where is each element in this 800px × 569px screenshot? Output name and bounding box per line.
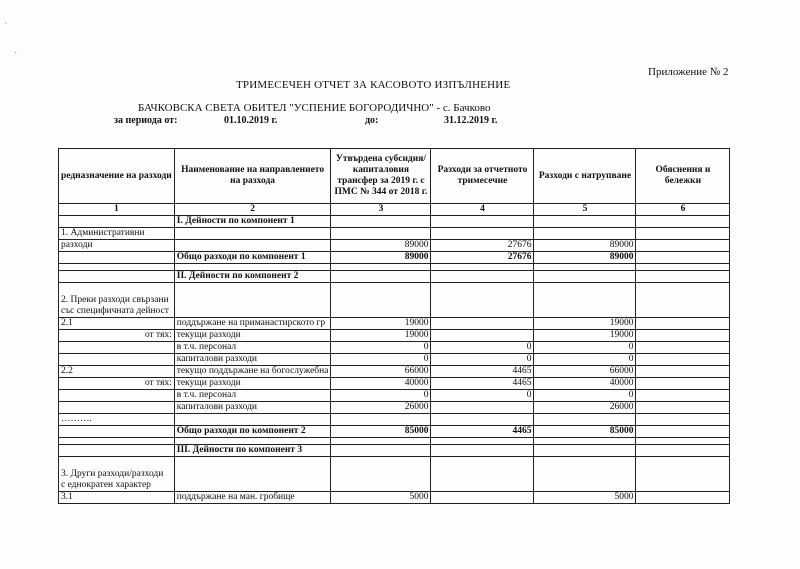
col-number: 1 <box>59 204 175 216</box>
period-to-label: до: <box>365 115 379 126</box>
col-header-notes: Обяснения и бележки <box>636 149 730 204</box>
row-subnote: от тях: <box>59 330 175 342</box>
report-table <box>58 148 730 504</box>
cell-value: 66000 <box>331 366 431 378</box>
row-name: текущо поддържане на богослужебна <box>174 366 331 378</box>
table-row <box>59 390 730 402</box>
row-subnote: от тях: <box>59 378 175 390</box>
column-number-row <box>59 204 730 216</box>
section-row <box>59 216 730 228</box>
cell-value: 27676 <box>431 252 534 264</box>
table-row <box>59 318 730 330</box>
row-code: 2.1 <box>59 318 175 330</box>
cell-value: 0 <box>431 342 534 354</box>
cell-value: 26000 <box>331 402 431 414</box>
row-code: 2.2 <box>59 366 175 378</box>
cell-value: 19000 <box>534 330 636 342</box>
spacer-row <box>59 264 730 271</box>
period-to-value: 31.12.2019 г. <box>444 115 498 126</box>
cell-value: 4465 <box>431 366 534 378</box>
row-name: поддържане на ман. гробище <box>174 492 331 504</box>
col-number: 2 <box>174 204 331 216</box>
row-name: капиталови разходи <box>174 402 331 414</box>
col-header-cumulative-expenses: Разходи с натрупване <box>534 149 636 204</box>
section-title: II. Дейности по компонент 2 <box>174 271 331 283</box>
cell-value: 40000 <box>534 378 636 390</box>
col-number: 4 <box>431 204 534 216</box>
row-code: 3.1 <box>59 492 175 504</box>
row-label: 1. Административни <box>59 228 175 240</box>
col-header-direction: Наименование на направлението на разхода <box>174 149 331 204</box>
section-row <box>59 271 730 283</box>
cell-value: 27676 <box>431 240 534 252</box>
cell-value: 89000 <box>331 240 431 252</box>
table-row <box>59 342 730 354</box>
row-name: текущи разходи <box>174 378 331 390</box>
cell-value: 19000 <box>534 318 636 330</box>
appendix-label: Приложение № 2 <box>648 66 729 78</box>
total-label: Общо разходи по компонент 2 <box>174 426 331 438</box>
row-ellipsis: ………. <box>59 414 175 426</box>
spacer-row <box>59 438 730 445</box>
cell-value: 0 <box>331 354 431 366</box>
organization-name: БАЧКОВСКА СВЕТА ОБИТЕЛ "УСПЕНИЕ БОГОРОДИЧНО" - с. Бачково <box>138 102 491 114</box>
table-row <box>59 366 730 378</box>
scan-speck: · <box>14 48 18 59</box>
table-row <box>59 330 730 342</box>
section-title: I. Дейности по компонент 1 <box>174 216 331 228</box>
col-header-approved-subsidy: Утвърдена субсидия/капиталовия трансфер за 2019 г. с ПМС № 344 от 2018 г. <box>331 149 431 204</box>
cell-value: 5000 <box>331 492 431 504</box>
table-row <box>59 228 730 240</box>
table-row <box>59 240 730 252</box>
table-row <box>59 414 730 426</box>
table-row <box>59 457 730 492</box>
table-row <box>59 378 730 390</box>
section-row <box>59 445 730 457</box>
row-label-line: 2. Преки разходи свързани <box>61 295 169 305</box>
table-header-row <box>59 149 730 204</box>
row-name: капиталови разходи <box>174 354 331 366</box>
cell-value: 19000 <box>331 318 431 330</box>
section-title: III. Дейности по компонент 3 <box>174 445 331 457</box>
row-label <box>59 283 175 318</box>
col-number: 6 <box>636 204 730 216</box>
table-row <box>59 492 730 504</box>
total-row <box>59 426 730 438</box>
total-row <box>59 252 730 264</box>
cell-value: 4465 <box>431 426 534 438</box>
cell-value: 0 <box>534 342 636 354</box>
cell-value: 85000 <box>534 426 636 438</box>
cell-value: 89000 <box>331 252 431 264</box>
cell-value: 0 <box>431 390 534 402</box>
row-label-line: с еднократен характер <box>61 480 151 490</box>
row-label <box>59 457 175 492</box>
col-number: 3 <box>331 204 431 216</box>
cell-value: 0 <box>331 390 431 402</box>
cell-value: 4465 <box>431 378 534 390</box>
cell-value: 0 <box>534 390 636 402</box>
cell-value: 66000 <box>534 366 636 378</box>
total-label: Общо разходи по компонент 1 <box>174 252 331 264</box>
cell-value: 85000 <box>331 426 431 438</box>
row-label: разходи <box>59 240 175 252</box>
row-name: в т.ч. персонал <box>174 390 331 402</box>
scan-speck: ` <box>4 22 8 33</box>
table-row <box>59 283 730 318</box>
col-header-purpose: редназначение на разходи <box>59 149 175 204</box>
row-label-line: 3. Други разходи/разходи <box>61 469 164 479</box>
cell-value: 0 <box>534 354 636 366</box>
row-label-line: със специфичната дейност <box>61 306 169 316</box>
period-from-value: 01.10.2019 г. <box>224 115 278 126</box>
cell-value: 0 <box>331 342 431 354</box>
cell-value: 26000 <box>534 402 636 414</box>
cell-value: 89000 <box>534 252 636 264</box>
table-row <box>59 402 730 414</box>
report-title: ТРИМЕСЕЧЕН ОТЧЕТ ЗА КАСОВОТО ИЗПЪЛНЕНИЕ <box>236 79 511 91</box>
table-row <box>59 354 730 366</box>
cell-value: 19000 <box>331 330 431 342</box>
row-name: в т.ч. персонал <box>174 342 331 354</box>
col-header-quarter-expenses: Разходи за отчетното тримесечие <box>431 149 534 204</box>
cell-value: 0 <box>431 354 534 366</box>
cell-value: 5000 <box>534 492 636 504</box>
cell-value: 89000 <box>534 240 636 252</box>
col-number: 5 <box>534 204 636 216</box>
period-from-label: за периода от: <box>114 115 178 126</box>
row-name: поддържане на приманастирското гр <box>174 318 331 330</box>
cell-value: 40000 <box>331 378 431 390</box>
row-name: текущи разходи <box>174 330 331 342</box>
